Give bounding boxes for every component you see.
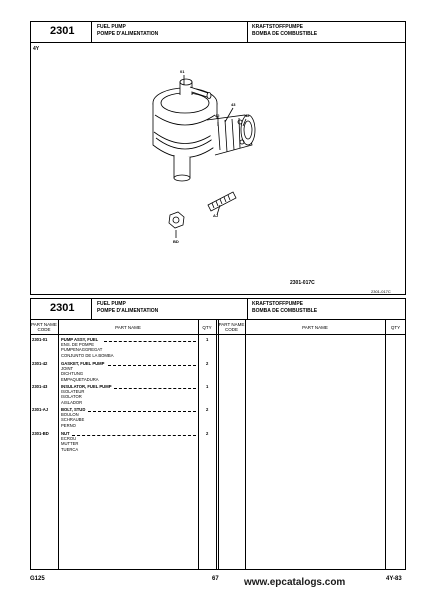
row-translation: ECROU <box>61 436 77 442</box>
row-translation: ISOLATOR <box>61 394 82 400</box>
footer-left: G125 <box>30 576 45 582</box>
callout-01: 01 <box>180 69 185 74</box>
page-number: 67 <box>212 576 219 582</box>
model-tag: 4Y <box>33 46 40 52</box>
watermark-link[interactable]: www.epcatalogs.com <box>244 577 346 588</box>
col-header-code-1-right: PART NAME <box>218 322 245 327</box>
table-title-en: FUEL PUMP <box>97 301 126 307</box>
row-translation: ENS. DE POMPE <box>61 342 95 348</box>
row-name: PUMP ASSY, FUEL <box>61 337 99 342</box>
callout-43: 43 <box>231 102 236 107</box>
table-title-es: BOMBA DE COMBUSTIBLE <box>252 308 318 314</box>
table-title-fr: POMPE D'ALIMENTATION <box>97 308 159 314</box>
row-translation: BOULON <box>61 412 79 418</box>
row-name: INSULATOR, FUEL PUMP <box>61 384 112 389</box>
illustration-code: 2301 <box>50 25 75 37</box>
table-title-de: KRAFTSTOFFPUMPE <box>252 301 304 307</box>
row-code: 2301-AJ <box>32 407 49 412</box>
row-qty: 1 <box>206 337 209 342</box>
row-code: 2301-01 <box>32 337 48 342</box>
footer-right: 4Y-83 <box>386 576 402 582</box>
col-header-name: PART NAME <box>115 325 141 330</box>
callout-bd: BD <box>173 239 179 244</box>
row-qty: 2 <box>206 407 209 412</box>
row-name: NUT <box>61 431 70 436</box>
row-translation: PERNO <box>61 422 76 428</box>
row-translation: DICHTUNG <box>61 371 84 377</box>
col-header-code-2: CODE <box>37 327 51 332</box>
row-qty: 1 <box>206 384 209 389</box>
row-name: BOLT, STUD <box>61 407 86 412</box>
row-translation: MUTTER <box>61 441 79 447</box>
illustration-title-de: KRAFTSTOFFPUMPE <box>252 24 304 30</box>
row-translation: TUERCA <box>61 446 79 452</box>
row-translation: SCHRAUBE <box>61 417 85 423</box>
col-header-qty: QTY <box>202 325 212 330</box>
callout-aj: AJ <box>213 213 219 218</box>
figure-id: 2301-017C <box>290 280 315 286</box>
col-header-code-1: PART NAME <box>31 322 57 327</box>
row-name: GASKET, FUEL PUMP <box>61 361 105 366</box>
col-header-code-2-right: CODE <box>224 327 238 332</box>
col-header-qty-right: QTY <box>390 325 401 330</box>
callout-42b: 42 <box>245 113 250 118</box>
illustration-title-en: FUEL PUMP <box>97 24 126 30</box>
row-translation: JOINT <box>61 366 74 372</box>
table-code: 2301 <box>50 302 75 314</box>
row-translation: PUMPENAGGREGAT <box>61 347 103 353</box>
row-code: 2301-43 <box>32 384 48 389</box>
row-code: 2301-BD <box>32 431 49 436</box>
fuel-pump-drawing <box>140 60 270 250</box>
row-translation: CONJUNTO DE LA BOMBA <box>61 352 114 358</box>
callout-42a: 42 <box>215 113 220 118</box>
col-header-name-right: PART NAME <box>302 325 328 330</box>
row-translation: AISLADOR <box>61 399 83 405</box>
illustration-title-es: BOMBA DE COMBUSTIBLE <box>252 31 318 37</box>
figure-id-small: 2301-017C <box>371 289 391 294</box>
row-code: 2301-42 <box>32 361 48 366</box>
illustration-title-fr: POMPE D'ALIMENTATION <box>97 31 159 37</box>
row-qty: 2 <box>206 361 209 366</box>
row-translation: ISOLATEUR <box>61 389 85 395</box>
row-translation: EMPAQUETADURA <box>61 376 99 382</box>
row-qty: 2 <box>206 431 209 436</box>
